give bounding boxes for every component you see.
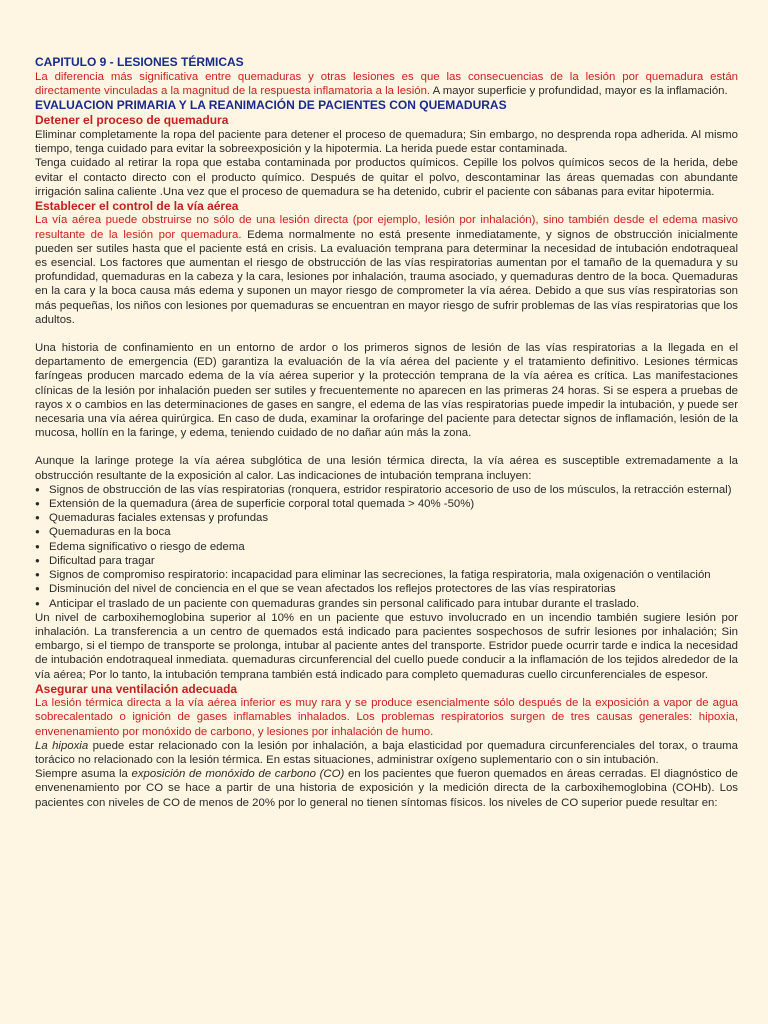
paragraph-s3-1: La lesión térmica directa a la vía aérea inferior es muy rara y se produce esencialmente sólo después de la exposición a vapor de agua sobrecalentado o ignición de gases inflamables inhalados. Los problemas respiratorios surgen de tres causas generales: hipoxia, envenenamiento por monóxido de carbono, y lesiones por inhalación de humo.	[35, 697, 738, 738]
list-item: ● Anticipar el traslado de un paciente con quemaduras grandes sin personal calificado para intubar durante el traslado.	[35, 597, 738, 611]
intro-paragraph	[35, 70, 738, 98]
subsection-title-2: Establecer el control de la vía aérea	[35, 198, 239, 213]
list-item: ● Signos de compromiso respiratorio: incapacidad para eliminar las secreciones, la fatiga respiratoria, mala oxigenación o ventilación	[35, 568, 738, 582]
list-item: ● Quemaduras faciales extensas y profundas	[35, 511, 738, 525]
paragraph-s2-1-rest: Edema normalmente no está presente inmediatamente, y signos de obstrucción inicialmente pueden ser sutiles hasta que el paciente está en crisis. La evaluación temprana para determinar la necesidad de intubación endotraqueal es esencial. Los factores que aumentan el riesgo de obstrucción de las vías respiratorias aumentan por el tamaño de la quemadura y su profundidad, quemaduras en la cabeza y la cara, lesiones por inhalación, trauma asociado, y quemaduras dentro de la boca. Quemaduras en la cara y la boca causa más edema y suponen un mayor riesgo de comprometer la vía aérea. Debido a que sus vías respiratorias son más pequeñas, los niños con lesiones por quemaduras se encuentran en mayor riesgo de sufrir problemas de las vías respiratorias que los adultos.	[35, 228, 738, 326]
paragraph-s2-3: Aunque la laringe protege la vía aérea subglótica de una lesión térmica directa, la vía aérea es susceptible extremadamente a la obstrucción resultante de la exposición al calor. Las indicaciones de intubación temprana incluyen:	[35, 455, 738, 482]
paragraph-s1-1: Eliminar completamente la ropa del paciente para detener el proceso de quemadura; Sin embargo, no desprenda ropa adherida. Al mismo tiempo, tenga cuidado para evitar la sobreexposición y la hipotermia. La herida puede estar contaminada.	[35, 128, 738, 156]
paragraph-s3-2-rest: puede estar relacionado con la lesión por inhalación, a baja elasticidad por quemadura circunferenciales del torax, o trauma torácico no relacionado con la lesión térmica. En estas situaciones, administrar oxígeno suplementario con o sin intubación.	[35, 739, 738, 767]
intro-highlight: La diferencia más significativa entre quemaduras y otras lesiones es que las consecuencias de la lesión por quemadura están directamente vinculadas a la magnitud de la respuesta inflamatoria a la lesión.	[35, 71, 738, 98]
section-title: EVALUACION PRIMARIA Y LA REANIMACIÓN DE PACIENTES CON QUEMADURAS	[35, 98, 507, 113]
intro-rest: A mayor superficie y profundidad, mayor es la inflamación.	[430, 85, 728, 98]
list-item: ● Signos de obstrucción de las vías respiratorias (ronquera, estridor respiratorio accesorio de uso de los músculos, la retracción esternal)	[35, 483, 738, 497]
paragraph-s3-3-a: Siempre asuma la	[35, 768, 132, 781]
list-item: ● Disminución del nivel de conciencia en el que se vean afectados los reflejos protectores de las vías respiratorias	[35, 582, 738, 596]
list-item: ● Extensión de la quemadura (área de superficie corporal total quemada > 40% -50%)	[35, 497, 738, 511]
paragraph-s3-3-b: en los pacientes que fueron quemados en áreas cerradas. El diagnóstico de envenenamiento por CO se hace a partir de una historia de exposición y la medición directa de la carboxihemoglobina (COHb). Los pacientes con niveles de CO de menos de 20% por lo general no tienen síntomas físicos. los niveles de CO superior puede resultar en:	[35, 768, 738, 809]
intubation-indications-list	[35, 483, 738, 611]
hypoxia-term: La hipoxia	[35, 739, 89, 752]
paragraph-s1-2: Tenga cuidado al retirar la ropa que estaba contaminada por productos químicos. Cepille los polvos químicos secos de la herida, debe evitar el contacto directo con el producto químico. Después de quitar el polvo, descontaminar las áreas quemadas con abundante irrigación salina caliente .Una vez que el proceso de quemadura se ha detenido, cubrir el paciente con sábanas para evitar hipotermia.	[35, 157, 738, 198]
co-exposure-term: exposición de monóxido de carbono (CO)	[131, 768, 345, 781]
paragraph-s3-3	[35, 767, 738, 810]
list-item: ● Quemaduras en la boca	[35, 525, 738, 539]
subsection-title-1: Detener el proceso de quemadura	[35, 113, 229, 128]
chapter-title: CAPITULO 9 - LESIONES TÉRMICAS	[35, 55, 244, 69]
paragraph-s2-4: Un nivel de carboxihemoglobina superior al 10% en un paciente que estuvo involucrado en un incendio también sugiere lesión por inhalación. La transferencia a un centro de quemados está indicado para pacientes sospechosos de sufrir lesiones por inhalación; Sin embargo, si el tiempo de transporte se prolonga, intubar al paciente antes del transporte. Estridor puede ocurrir tarde e indica la necesidad de intubación endotraqueal inmediata. quemaduras circunferencial del cuello puede conducir a la inflamación de los tejidos alrededor de la vía aérea; Por lo tanto, la intubación temprana también está indicado para completo quemaduras cuello circunferenciales de espesor.	[35, 611, 738, 681]
paragraph-s3-2	[35, 739, 738, 767]
paragraph-s2-1-highlight: La vía aérea puede obstruirse no sólo de una lesión directa (por ejemplo, lesión por inhalación), sino también desde el edema masivo resultante de la lesión por quemadura.	[35, 214, 738, 241]
paragraph-s2-1	[35, 213, 738, 327]
subsection-title-3: Asegurar una ventilación adecuada	[35, 681, 238, 696]
paragraph-s2-2: Una historia de confinamiento en un entorno de ardor o los primeros signos de lesión de las vías respiratorias a la llegada en el departamento de emergencia (ED) garantiza la evaluación de la vía aérea del paciente y el tratamiento definitivo. Lesiones térmicas faríngeas producen marcado edema de la vía aérea superior y la protección temprana de la vía aérea es crítica. Las manifestaciones clínicas de la lesión por inhalación pueden ser sutiles y frecuentemente no aparecen en las primeras 24 horas. Si se espera a pruebas de rayos x o cambios en las determinaciones de gases en sangre, el edema de las vías respiratorias puede impedir la intubación, y puede ser necesaria una vía aérea quirúrgica. En caso de duda, examinar la orofaringe del paciente para detectar signos de inflamación, lesión de la mucosa, hollín en la faringe, y edema, teniendo cuidado de no dañar aún más la zona.	[35, 342, 738, 440]
list-item: ● Dificultad para tragar	[35, 554, 738, 568]
list-item: ● Edema significativo o riesgo de edema	[35, 540, 738, 554]
